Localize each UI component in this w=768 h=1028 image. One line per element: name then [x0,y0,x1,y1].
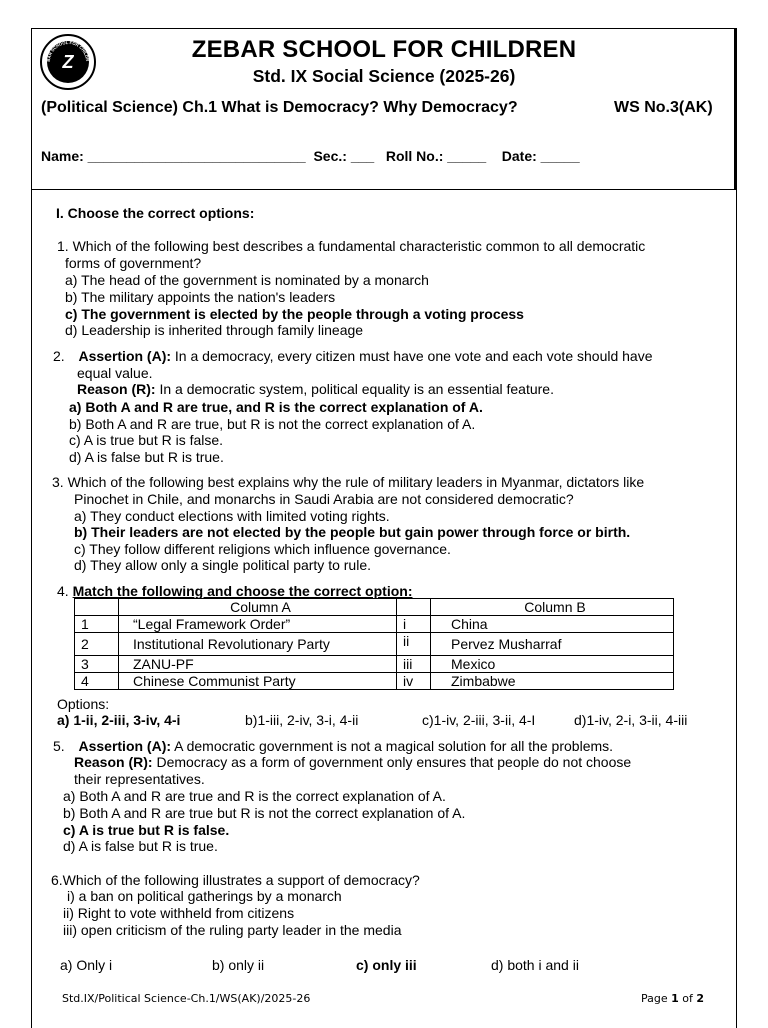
q5-option-d: d) A is false but R is true. [63,838,218,854]
q3-stem-cont: Pinochet in Chile, and monarchs in Saudi Arabia are not considered democratic? [74,491,574,507]
column-a-cell: “Legal Framework Order” [119,616,397,633]
logo-text: BAR SCHOOL FOR CHILDR [45,39,91,62]
column-b-cell: Zimbabwe [431,673,674,690]
q4-stem-text: Match the following and choose the correct option: [72,583,413,599]
q5-reason-text: Democracy as a form of government only ensures that people do not choose [152,754,632,770]
row-number: 4 [75,673,119,690]
table-header-row [75,599,674,616]
row-number: 1 [75,616,119,633]
q5-reason-label: Reason (R): [74,754,153,770]
q6-option-c: c) only iii [356,957,417,973]
q3-option-b: b) Their leaders are not elected by the people but gain power through force or birth. [74,524,631,540]
q4-options-label: Options: [57,696,110,712]
q2-option-b: b) Both A and R are true, but R is not the correct explanation of A. [69,416,476,432]
q2-option-c: c) A is true but R is false. [69,432,224,448]
student-info-row: Name: ____________________________ Sec.: ___ Roll No.: _____ Date: _____ [41,148,580,164]
worksheet-subtitle: Std. IX Social Science (2025-26) [252,66,516,86]
q2-assertion [53,348,653,364]
roman-numeral: iv [397,673,431,690]
table-cell [75,599,119,616]
page-prefix: Page [641,992,672,1005]
q2-reason-label: Reason (R): [77,381,156,397]
column-b-header: Column B [431,599,674,616]
q3-option-d: d) They allow only a single political party to rule. [74,557,372,573]
q5-option-b: b) Both A and R are true but R is not the correct explanation of A. [63,805,466,821]
q1-stem: 1. Which of the following best describes a fundamental characteristic common to all democratic [57,238,646,254]
q3-stem: 3. Which of the following best explains why the rule of military leaders in Myanmar, dictators like [52,474,645,490]
column-b-cell: Mexico [431,656,674,673]
q2-option-a: a) Both A and R are true, and R is the correct explanation of A. [69,399,483,415]
page-number: 1 [671,992,679,1005]
q4-option-d: d)1-iv, 2-i, 3-ii, 4-iii [574,712,688,728]
q2-reason [77,381,554,397]
svg-text:Z: Z [62,52,74,72]
q1-option-b: b) The military appoints the nation's leaders [65,289,336,305]
q2-option-d: d) A is false but R is true. [69,449,224,465]
column-a-header: Column A [119,599,397,616]
chapter-title: (Political Science) Ch.1 What is Democracy? Why Democracy? [41,99,518,116]
q1-option-c: c) The government is elected by the people through a voting process [65,306,524,322]
table-row [75,616,674,633]
q6-item-i: i) a ban on political gatherings by a monarch [67,888,342,904]
q5-assertion [53,738,613,754]
column-a-cell: Chinese Communist Party [119,673,397,690]
q5-option-c: c) A is true but R is false. [63,822,230,838]
table-row [75,633,674,656]
roman-numeral: i [397,616,431,633]
table-row [75,673,674,690]
q6-option-b: b) only ii [212,957,265,973]
q1-option-a: a) The head of the government is nominated by a monarch [65,272,429,288]
q4-stem [57,583,412,599]
column-b-cell: Pervez Musharraf [431,633,674,656]
q5-assertion-label: Assertion (A): [78,738,172,754]
q5-assertion-text: A democratic government is not a magical solution for all the problems. [171,738,614,754]
q4-option-c: c)1-iv, 2-iii, 3-ii, 4-I [422,712,536,728]
q6-option-a: a) Only i [60,957,113,973]
page-counter [641,992,704,1005]
table-row [75,656,674,673]
match-table [74,598,674,690]
q3-option-a: a) They conduct elections with limited voting rights. [74,508,390,524]
roman-numeral: ii [397,633,431,656]
worksheet-number: WS No.3(AK) [614,99,713,116]
q3-option-c: c) They follow different religions which influence governance. [74,541,451,557]
column-b-cell: China [431,616,674,633]
column-a-cell: ZANU-PF [119,656,397,673]
q6-item-iii: iii) open criticism of the ruling party leader in the media [63,922,402,938]
column-a-cell: Institutional Revolutionary Party [119,633,397,656]
q2-reason-text: In a democratic system, political equality is an essential feature. [155,381,554,397]
q5-number: 5. [53,738,65,754]
row-number: 3 [75,656,119,673]
footer-left: Std.IX/Political Science-Ch.1/WS(AK)/2025-26 [62,992,311,1005]
q2-number: 2. [53,348,65,364]
q4-number: 4. [57,583,69,599]
q6-option-d: d) both i and ii [491,957,579,973]
school-name: ZEBAR SCHOOL FOR CHILDREN [191,36,577,63]
roman-numeral: iii [397,656,431,673]
q2-assertion-text: In a democracy, every citizen must have one vote and each vote should have [171,348,653,364]
section-heading: I. Choose the correct options: [56,205,255,221]
page-total: 2 [696,992,705,1005]
q4-option-b: b)1-iii, 2-iv, 3-i, 4-ii [245,712,359,728]
q1-stem-cont: forms of government? [65,255,202,271]
q2-assertion-cont: equal value. [77,365,153,381]
q6-item-ii: ii) Right to vote withheld from citizens [63,905,295,921]
q5-option-a: a) Both A and R are true and R is the correct explanation of A. [63,788,446,804]
q5-reason [74,754,631,770]
q2-assertion-label: Assertion (A): [78,348,172,364]
q4-option-a: a) 1-ii, 2-iii, 3-iv, 4-i [57,712,181,728]
page-of: of [678,992,697,1005]
q1-option-d: d) Leadership is inherited through family lineage [65,322,364,338]
table-cell [397,599,431,616]
q5-reason-cont: their representatives. [74,771,205,787]
row-number: 2 [75,633,119,656]
q6-stem: 6.Which of the following illustrates a support of democracy? [51,872,420,888]
